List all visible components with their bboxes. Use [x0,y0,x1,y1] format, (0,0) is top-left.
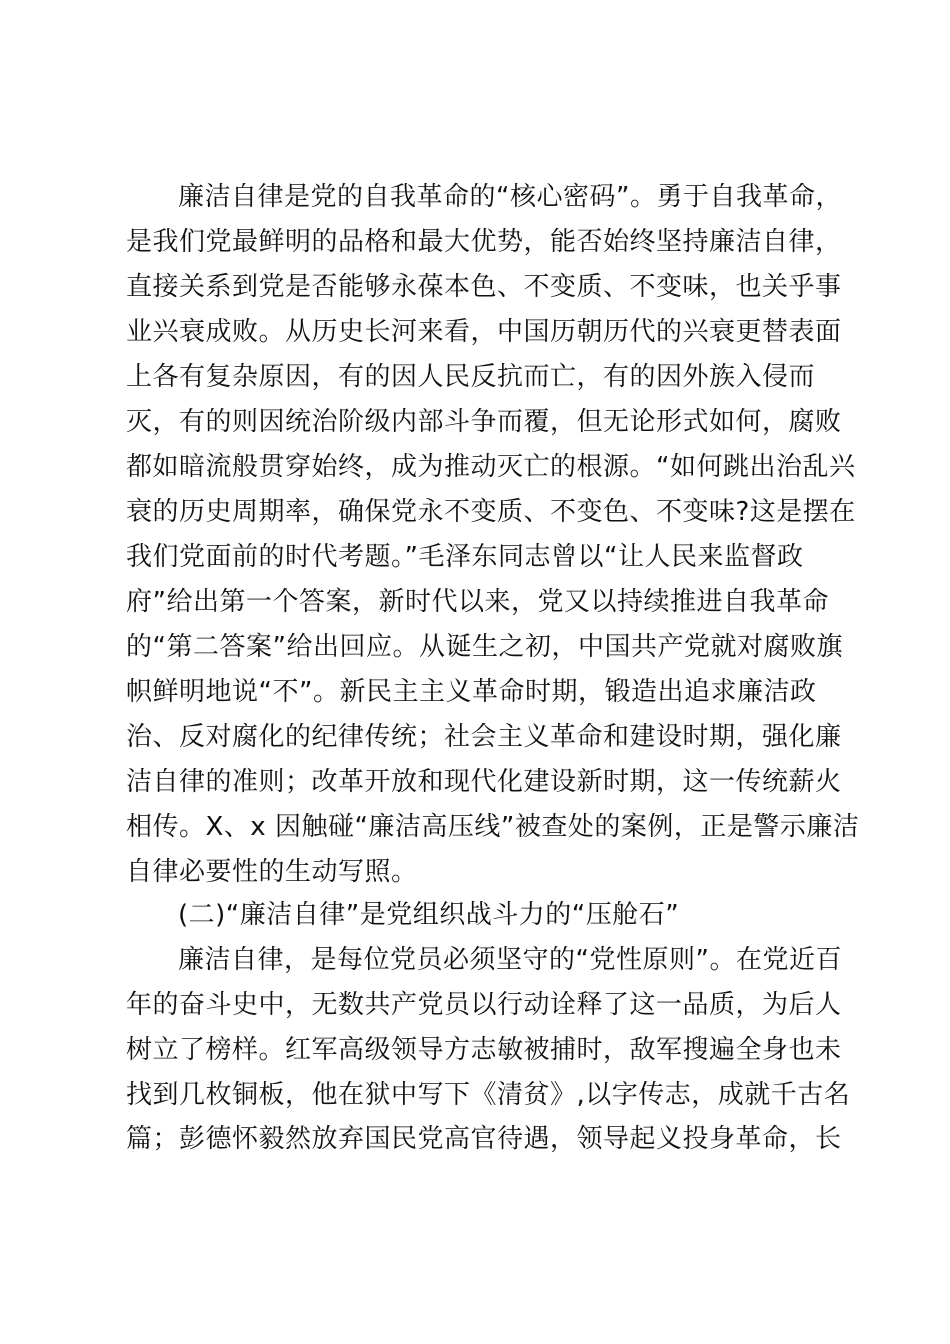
paragraph1-line-6: 灭，有的则因统治阶级内部斗争而覆，但无论形式如何，腐败 [126,407,842,437]
paragraph1-line-7: 都如暗流般贯穿始终，成为推动灭亡的根源。“如何跳出治乱兴 [126,452,856,482]
paragraph1-line-14: 洁自律的准则；改革开放和现代化建设新时期，这一传统薪火 [126,767,842,797]
paragraph1-line-15: 相传。X、x 因触碰“廉洁高压线”被查处的案例，正是警示廉洁 [126,812,860,842]
paragraph2-line-5: 篇；彭德怀毅然放弃国民党高官待遇，领导起义投身革命，长 [126,1124,842,1154]
paragraph1-line-4: 业兴衰成败。从历史长河来看，中国历朝历代的兴衰更替表面 [126,317,842,347]
paragraph1-line-8: 衰的历史周期率，确保党永不变质、不变色、不变味?这是摆在 [126,497,856,527]
paragraph2-line-1: 廉洁自律，是每位党员必须坚守的“党性原则”。在党近百 [178,945,842,975]
paragraph1-line-13: 治、反对腐化的纪律传统；社会主义革命和建设时期，强化廉 [126,722,842,752]
paragraph1-line-12: 帜鲜明地说“不”。新民主主义革命时期，锻造出追求廉洁政 [126,677,817,707]
paragraph1-line-10: 府”给出第一个答案，新时代以来，党又以持续推进自我革命 [126,587,829,617]
paragraph1-line-9: 我们党面前的时代考题。”毛泽东同志曾以“让人民来监督政 [126,542,804,572]
paragraph1-line-2: 是我们党最鲜明的品格和最大优势，能否始终坚持廉洁自律， [126,227,842,257]
paragraph2-line-2: 年的奋斗史中，无数共产党员以行动诠释了这一品质，为后人 [126,990,842,1020]
paragraph1-line-3: 直接关系到党是否能够永葆本色、不变质、不变味，也关乎事 [126,272,842,302]
paragraph2-line-3: 树立了榜样。红军高级领导方志敏被捕时，敌军搜遍全身也未 [126,1035,842,1065]
paragraph1-line-5: 上各有复杂原因，有的因人民反抗而亡，有的因外族入侵而 [126,362,816,392]
section-heading: (二)“廉洁自律”是党组织战斗力的“压舱石” [178,900,680,930]
paragraph1-line-1: 廉洁自律是党的自我革命的“核心密码”。勇于自我革命， [178,182,842,212]
paragraph2-line-4: 找到几枚铜板，他在狱中写下《清贫》,以字传志，成就千古名 [126,1080,851,1110]
paragraph1-line-11: 的“第二答案”给出回应。从诞生之初，中国共产党就对腐败旗 [126,632,843,662]
paragraph1-line-16: 自律必要性的生动写照。 [126,857,418,887]
